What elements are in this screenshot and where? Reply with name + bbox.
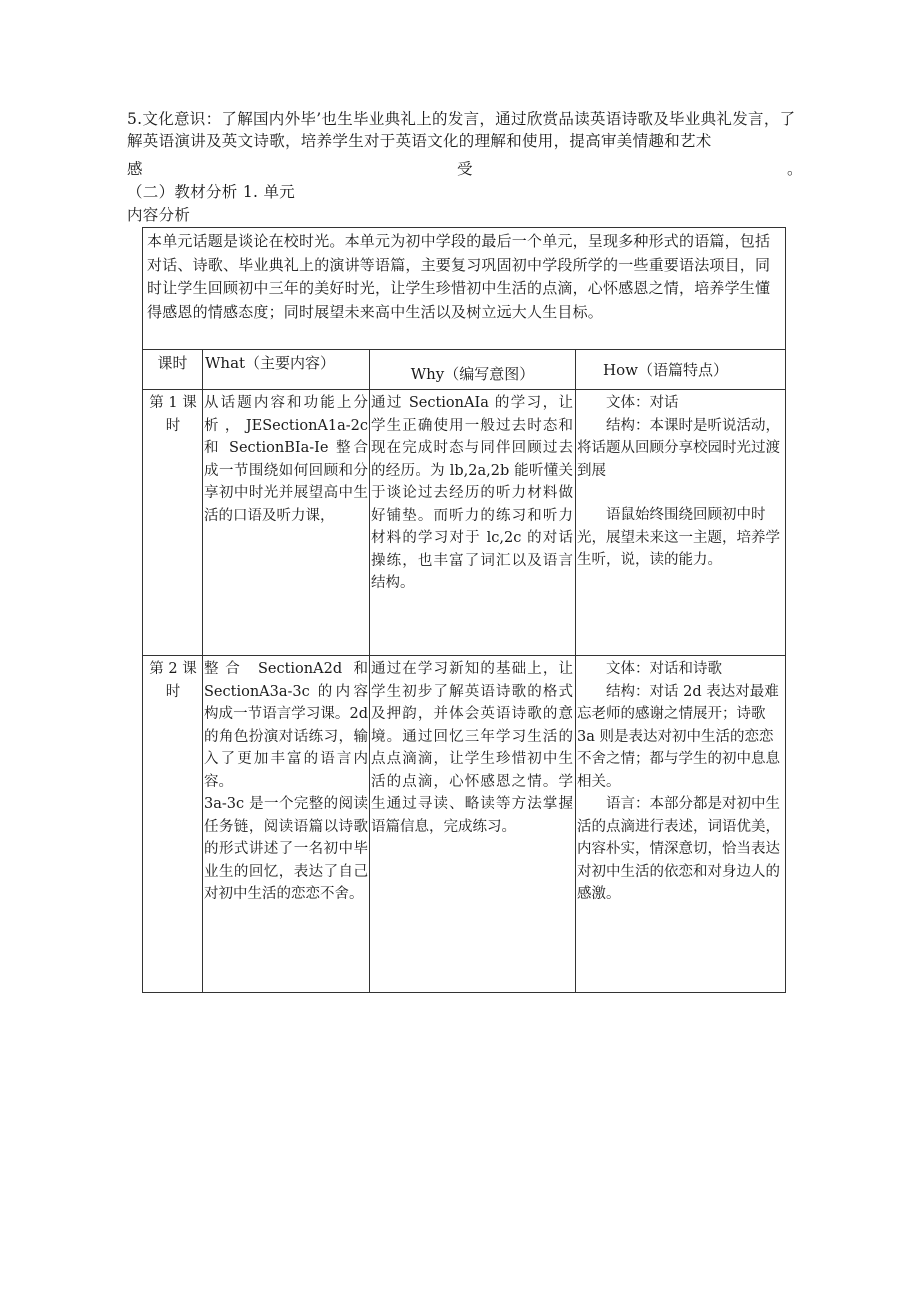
row1-why: 通过 SectionAIa 的学习，让学生正确使用一般过去时态和现在完成时态与同伴回顾过去的经历。为 lb,2a,2b 能听懂关于谈论过去经历的听力材料做好铺垫。而听力的练习和听力材料的学习对于 lc,2c 的对话操练，也丰富了词汇以及语言结构。: [371, 395, 573, 591]
table-divider: [143, 655, 785, 656]
row1-what: 从话题内容和功能上分析，JESectionA1a-2c 和 SectionBIa-Ie 整合成一节围绕如何回顾和分享初中时光并展望高中生活的口语及听力课，: [204, 395, 368, 524]
paragraph-cultural-awareness: 5.文化意识：了解国内外毕’也生毕业典礼上的发言，通过欣赏品读英语诗歌及毕业典礼发言，了解英语演讲及英文诗歌，培养学生对于英语文化的理解和使用，提高审美情趣和艺术: [127, 110, 796, 150]
row1-how-structure: 结构：本课时是听说活动，将话题从回顾分享校园时光过渡到展: [577, 417, 780, 479]
header-how: How（语篇特点）: [603, 361, 728, 379]
row2-how: [577, 658, 783, 906]
header-what: What（主要内容）: [205, 354, 336, 372]
table-divider: [575, 349, 576, 992]
row2-what-part2: 3a-3c 是一个完整的阅读任务链，阅读语篇以诗歌的形式讲述了一名初中毕业生的回忆，表达了自己对初中生活的恋恋不舍。: [204, 796, 368, 902]
shou-char: 受: [457, 160, 473, 178]
header-lesson: 课时: [157, 354, 188, 372]
row2-what-part1: 整合 SectionA2d 和 SectionA3a-3c 的内容构成一节语言学习课。2d 的角色扮演对话练习，输入了更加丰富的语言内容。: [204, 661, 368, 790]
row2-why: 通过在学习新知的基础上，让学生初步了解英语诗歌的格式及押韵，并体会英语诗歌的意境。通过回忆三年学习生活的点点滴滴，让学生珍惜初中生活的点滴，心怀感恩之情。学生通过寻读、略读等方法掌握语篇信息，完成练习。: [371, 661, 573, 835]
period-char: 。: [787, 160, 803, 178]
row2-how-language: 语言：本部分都是对初中生活的点滴进行表述，词语优美，内容朴实，情深意切，恰当表达对初中生活的依恋和对身边人的感激。: [577, 796, 780, 902]
analysis-table: [142, 227, 786, 993]
header-why: Why（编写意图）: [410, 365, 535, 383]
paragraph-line-end: [127, 158, 807, 180]
table-divider: [369, 349, 370, 992]
row1-lesson: 第 1 课时: [149, 395, 197, 434]
row2-how-structure: 结构：对话 2d 表达对最难忘老师的感谢之情展开；诗歌 3a 则是表达对初中生活的恋恋不舍之情；都与学生的初中息息相关。: [577, 683, 780, 790]
row1-how-genre: 文体：对话: [606, 395, 679, 411]
unit-intro: 本单元话题是谈论在校时光。本单元为初中学段的最后一个单元，呈现多种形式的语篇，包括对话、诗歌、毕业典礼上的演讲等语篇，主要复习巩固初中学段所学的一些重要语法项目，同时让学生回顾初中三年的美好时光，让学生珍惜初中生活的点滴，心怀感恩之情，培养学生懂得感恩的情感态度；同时展望未来高中生活以及树立远大人生目标。: [147, 232, 771, 321]
row1-how-language: 语鼠始终围绕回顾初中时光，展望未来这一主题，培养学生听，说，读的能力。: [577, 507, 780, 568]
row2-what: [204, 658, 368, 906]
row2-lesson: 第 2 课时: [149, 661, 197, 700]
table-divider: [202, 349, 203, 992]
gan-char: 感: [127, 160, 143, 178]
row1-how: [577, 392, 783, 572]
section-heading: （二）教材分析 1. 单元: [127, 183, 296, 201]
section-subheading: 内容分析: [127, 206, 191, 224]
row2-how-genre: 文体：对话和诗歌: [606, 661, 722, 677]
